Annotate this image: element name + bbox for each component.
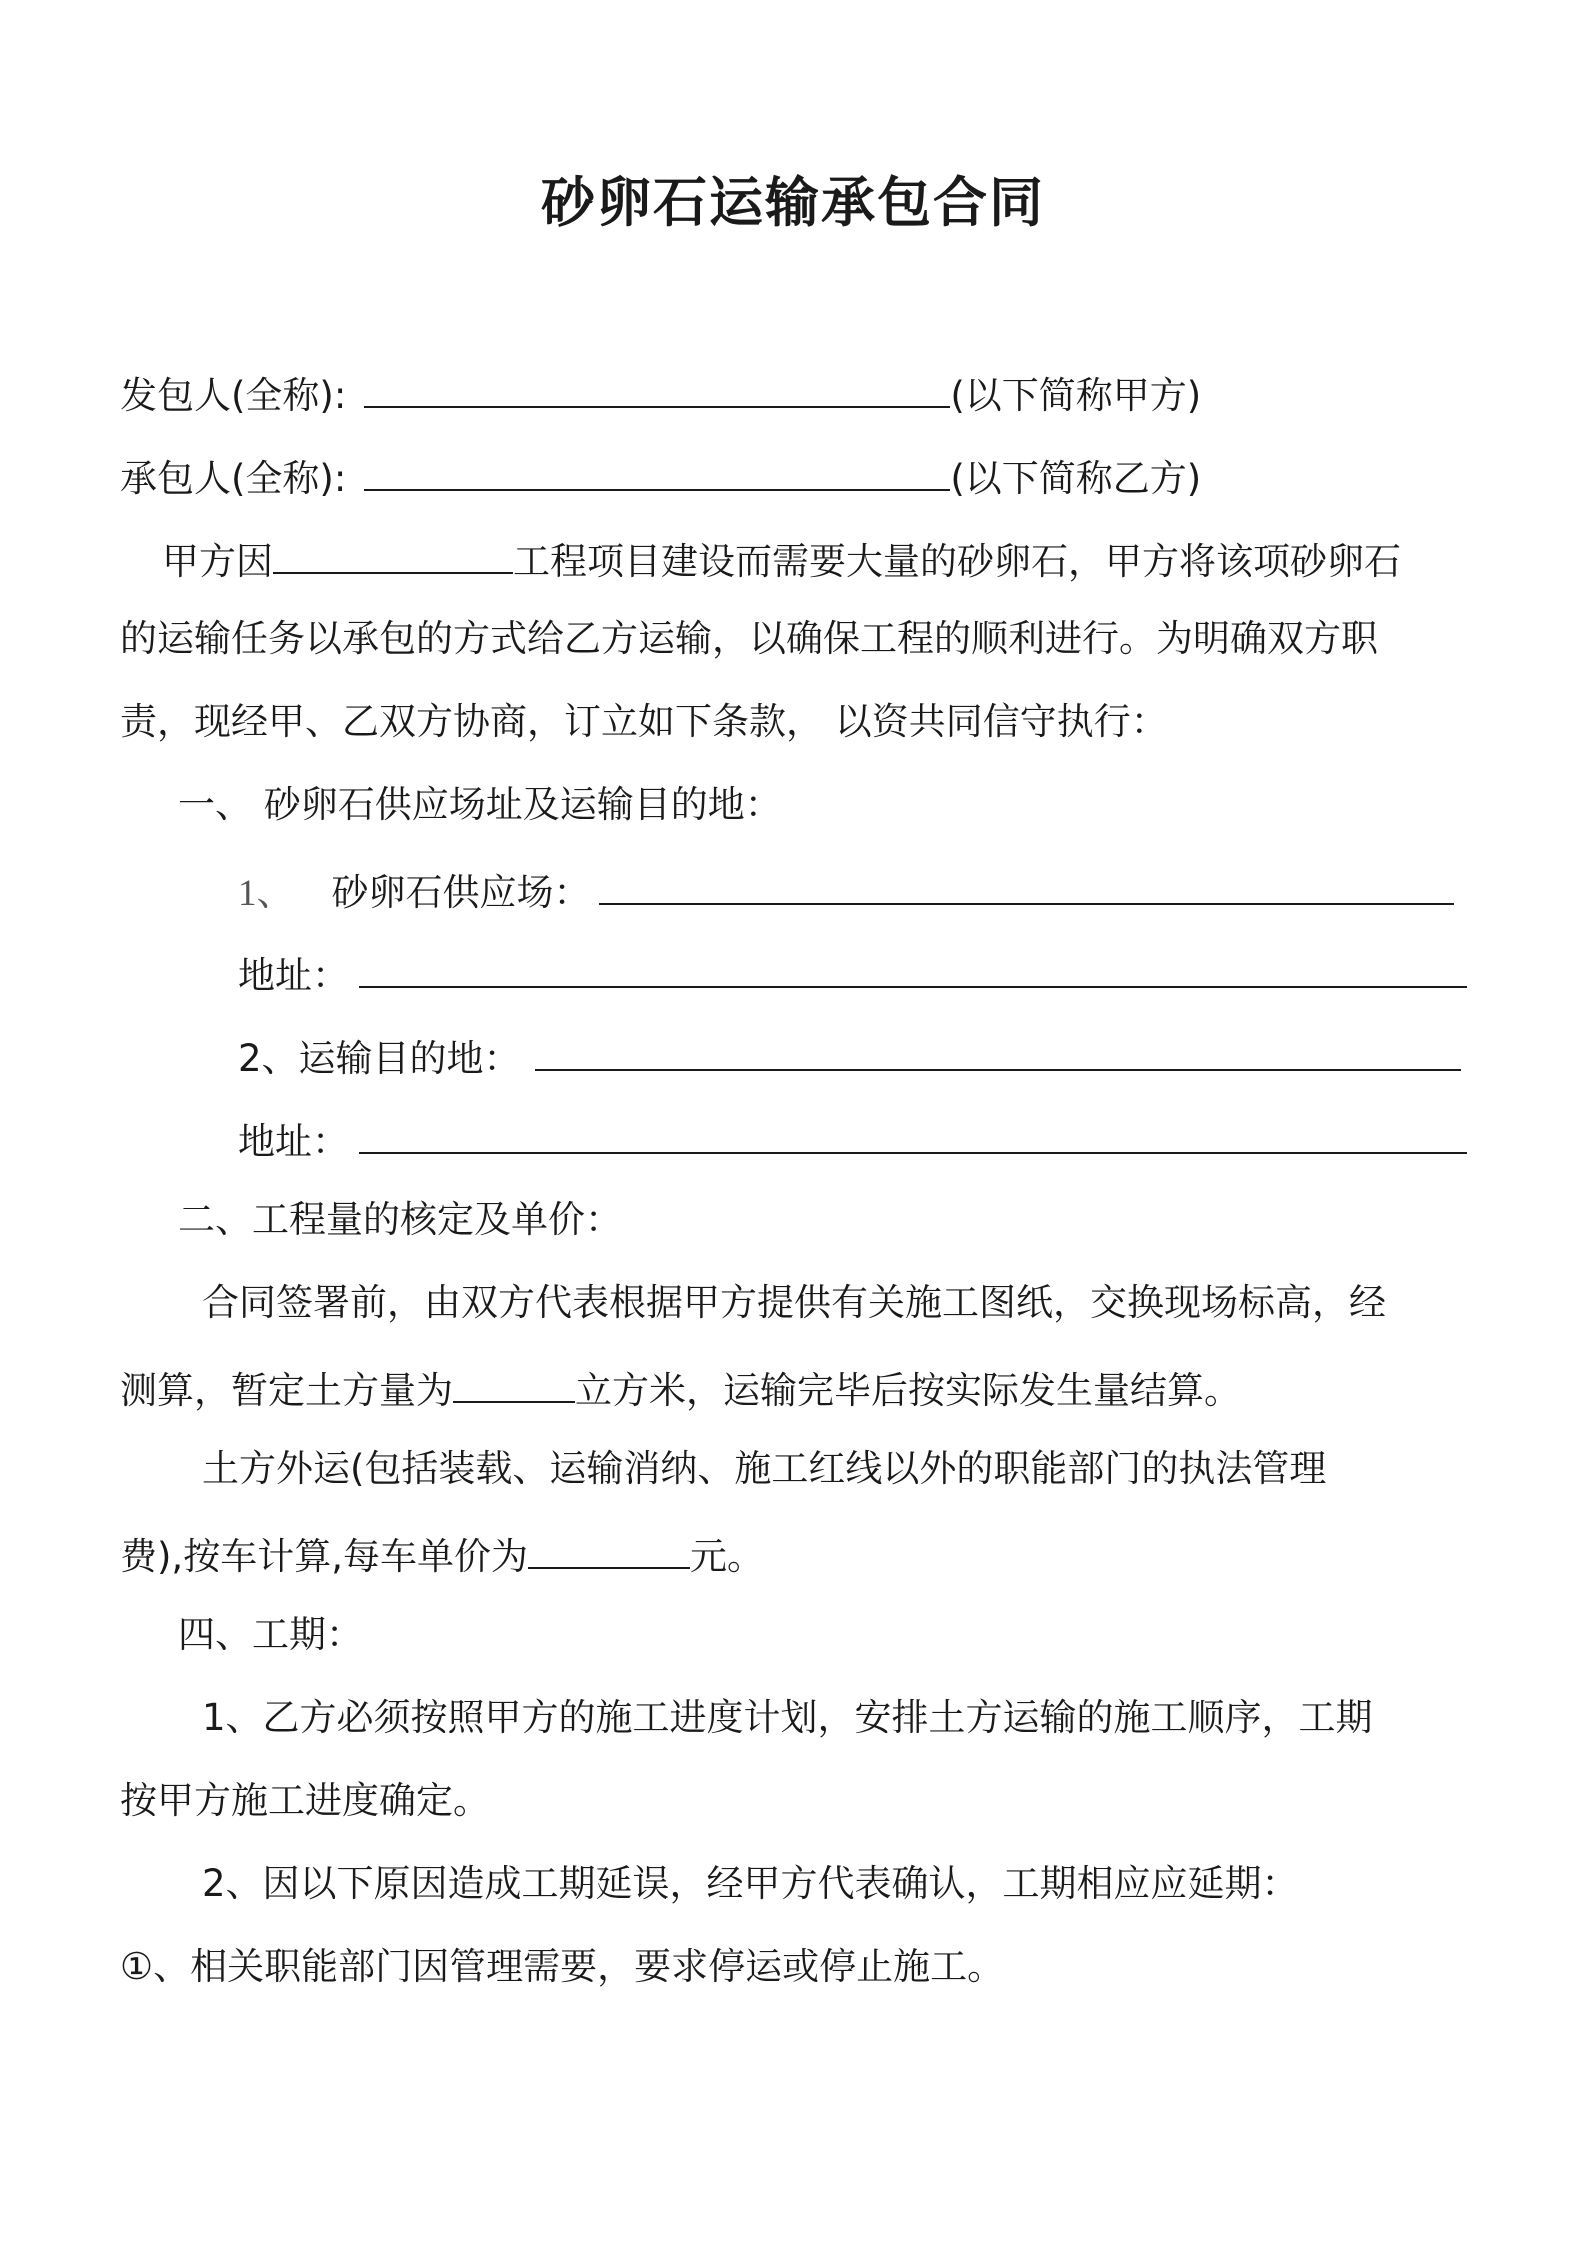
section-1-heading: 一、 砂卵石供应场址及运输目的地： [178,783,782,826]
supply-site-number: 1、 [238,873,294,914]
destination-field[interactable] [535,1029,1461,1071]
s2-para1-line1: 合同签署前，由双方代表根据甲方提供有关施工图纸，交换现场标高，经 [202,1281,1386,1324]
volume-field[interactable] [453,1361,575,1403]
supply-address-line [238,946,1467,1001]
price-prefix: 费),按车计算,每车单价为 [120,1535,528,1578]
s4-para2-line1: 2、因以下原因造成工期延误，经甲方代表确认，工期相应应延期： [202,1862,1299,1905]
supply-address-field[interactable] [359,946,1467,988]
supply-address-label: 地址： [238,954,349,997]
s4-para2-item1: ①、相关职能部门因管理需要，要求停运或停止施工。 [120,1945,1005,1988]
party-b-label: 承包人(全称): [120,457,347,500]
s4-para1-line1: 1、乙方必须按照甲方的施工进度计划，安排土方运输的施工顺序，工期 [202,1696,1373,1739]
party-b-name-field[interactable] [364,449,950,491]
page-title: 砂卵石运输承包合同 [541,171,1045,234]
section-2-heading: 二、工程量的核定及单价： [178,1198,622,1241]
s4-para1-line2: 按甲方施工进度确定。 [120,1779,490,1822]
s2-para1-line2 [120,1361,1241,1416]
volume-suffix: 立方米，运输完毕后按实际发生量结算。 [575,1369,1241,1412]
party-b-line [120,449,1201,504]
destination-line [238,1029,1461,1084]
supply-site-line [238,863,1454,919]
party-a-name-field[interactable] [364,366,950,408]
intro-line-2: 的运输任务以承包的方式给乙方运输，以确保工程的顺利进行。为明确双方职 [120,617,1378,660]
intro-line-3: 责，现经甲、乙双方协商，订立如下条款， 以资共同信守执行： [120,700,1168,743]
destination-address-line [238,1112,1467,1167]
destination-address-field[interactable] [359,1112,1467,1154]
supply-site-field[interactable] [599,863,1454,905]
volume-prefix: 测算，暂定土方量为 [120,1369,453,1412]
s2-para2-line1: 土方外运(包括装载、运输消纳、施工红线以外的职能部门的执法管理 [202,1447,1327,1490]
section-4-heading: 四、工期： [178,1613,363,1656]
supply-site-label: 砂卵石供应场： [331,871,591,914]
party-a-line [120,366,1201,421]
party-a-suffix: (以下简称甲方) [950,374,1202,417]
destination-label: 2、运输目的地： [238,1037,521,1080]
unit-price-field[interactable] [528,1527,690,1569]
party-b-suffix: (以下简称乙方) [950,457,1202,500]
intro-prefix: 甲方因 [162,540,273,583]
s2-para2-line2 [120,1527,764,1582]
destination-address-label: 地址： [238,1120,349,1163]
project-name-field[interactable] [273,532,513,574]
intro-rest: 工程项目建设而需要大量的砂卵石，甲方将该项砂卵石 [513,540,1401,583]
party-a-label: 发包人(全称): [120,374,347,417]
intro-line-1 [162,532,1401,587]
price-suffix: 元。 [689,1535,764,1578]
